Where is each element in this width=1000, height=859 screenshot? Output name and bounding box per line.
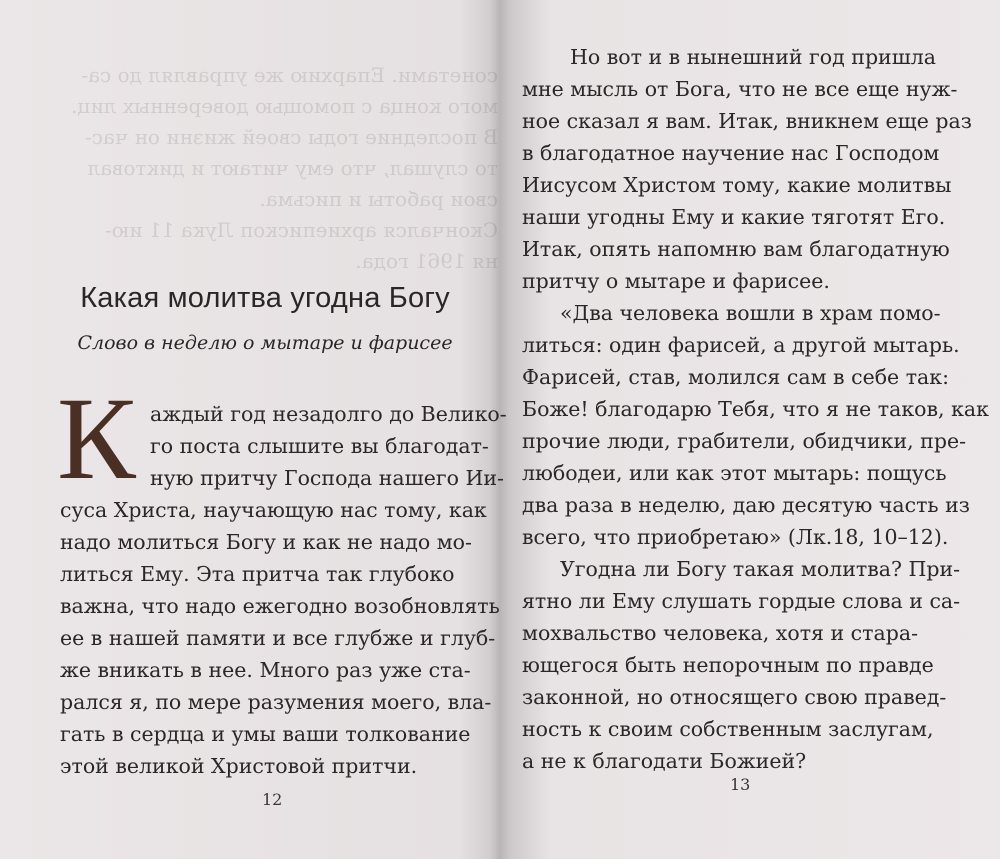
text-line: законной, но относящего свою правед- — [522, 685, 947, 709]
page-number: 13 — [730, 775, 751, 794]
text-line: аждый год незадолго до Велико- — [150, 402, 507, 426]
right-page — [502, 0, 1000, 859]
text-line: ную притчу Господа нашего Ии- — [150, 466, 504, 490]
text-line: любодеи, или как этот мытарь: пощусь — [522, 461, 947, 485]
text-line: Иисусом Христом тому, какие молитвы — [522, 173, 952, 197]
page-number: 12 — [262, 790, 283, 809]
text-line: литься Ему. Эта притча так глубоко — [60, 562, 455, 586]
text-line: мохвальство человека, хотя и стара- — [522, 621, 918, 645]
text-line: в благодатное научение нас Господом — [522, 141, 940, 165]
text-line: а не к благодати Божией? — [522, 749, 807, 773]
text-line: «Два человека вошли в храм помо- — [560, 301, 941, 325]
text-line: Угодна ли Богу такая молитва? При- — [560, 557, 961, 581]
text-line: этой великой Христовой притчи. — [60, 754, 418, 778]
chapter-subtitle: Слово в неделю о мытаре и фарисее — [77, 332, 453, 354]
text-line: рался я, по мере разумения моего, вла- — [60, 690, 492, 714]
text-line: Фарисей, став, молился сам в себе так: — [522, 365, 949, 389]
text-line: наши угодны Ему и какие тяготят Его. — [522, 205, 946, 229]
text-line: важна, что надо ежегодно возобновлять — [60, 594, 500, 618]
text-line: ее в нашей памяти и все глубже и глуб- — [60, 626, 496, 650]
text-line: два раза в неделю, даю десятую часть из — [522, 493, 970, 517]
show-through-text: сонетами. Епархию же управлял до са- мого конца с помощью доверенных лиц. В последние годы своей жизни он час- то слушал, что ему читают и диктовал свои работы и письма. Скончался архиепископ Лука 11 ию- ня 1961 года. — [71, 63, 498, 273]
text-line: мне мысль от Бога, что не все еще нуж- — [522, 77, 958, 101]
text-line: ное сказал я вам. Итак, вникнем еще раз — [522, 109, 972, 133]
text-line: Боже! благодарю Тебя, что я не таков, как — [522, 397, 989, 421]
text-line: литься: один фарисей, а другой мытарь. — [522, 333, 960, 357]
text-line: ность к своим собственным заслугам, — [522, 717, 934, 741]
text-line: го поста слышите вы благодат- — [150, 434, 489, 458]
text-line: Итак, опять напомню вам благодатную — [522, 237, 950, 261]
drop-cap: К — [57, 373, 136, 504]
text-line: ятно ли Ему слушать гордые слова и са- — [522, 589, 961, 613]
text-line: прочие люди, грабители, обидчики, пре- — [522, 429, 967, 453]
text-line: надо молиться Богу и как не надо мо- — [60, 530, 472, 554]
text-line: Но вот и в нынешний год пришла — [570, 45, 937, 69]
chapter-title: Какая молитва угодна Богу — [80, 282, 450, 314]
text-line: ющегося быть непорочным по правде — [522, 653, 934, 677]
text-line: притчу о мытаре и фарисее. — [522, 269, 830, 293]
text-line: всего, что приобретаю» (Лк.18, 10–12). — [522, 525, 949, 549]
text-line: суса Христа, научающую нас тому, как — [60, 498, 487, 522]
text-line: же вникать в нее. Много раз уже ста- — [60, 658, 471, 682]
text-line: гать в сердца и умы ваши толкование — [60, 722, 471, 746]
